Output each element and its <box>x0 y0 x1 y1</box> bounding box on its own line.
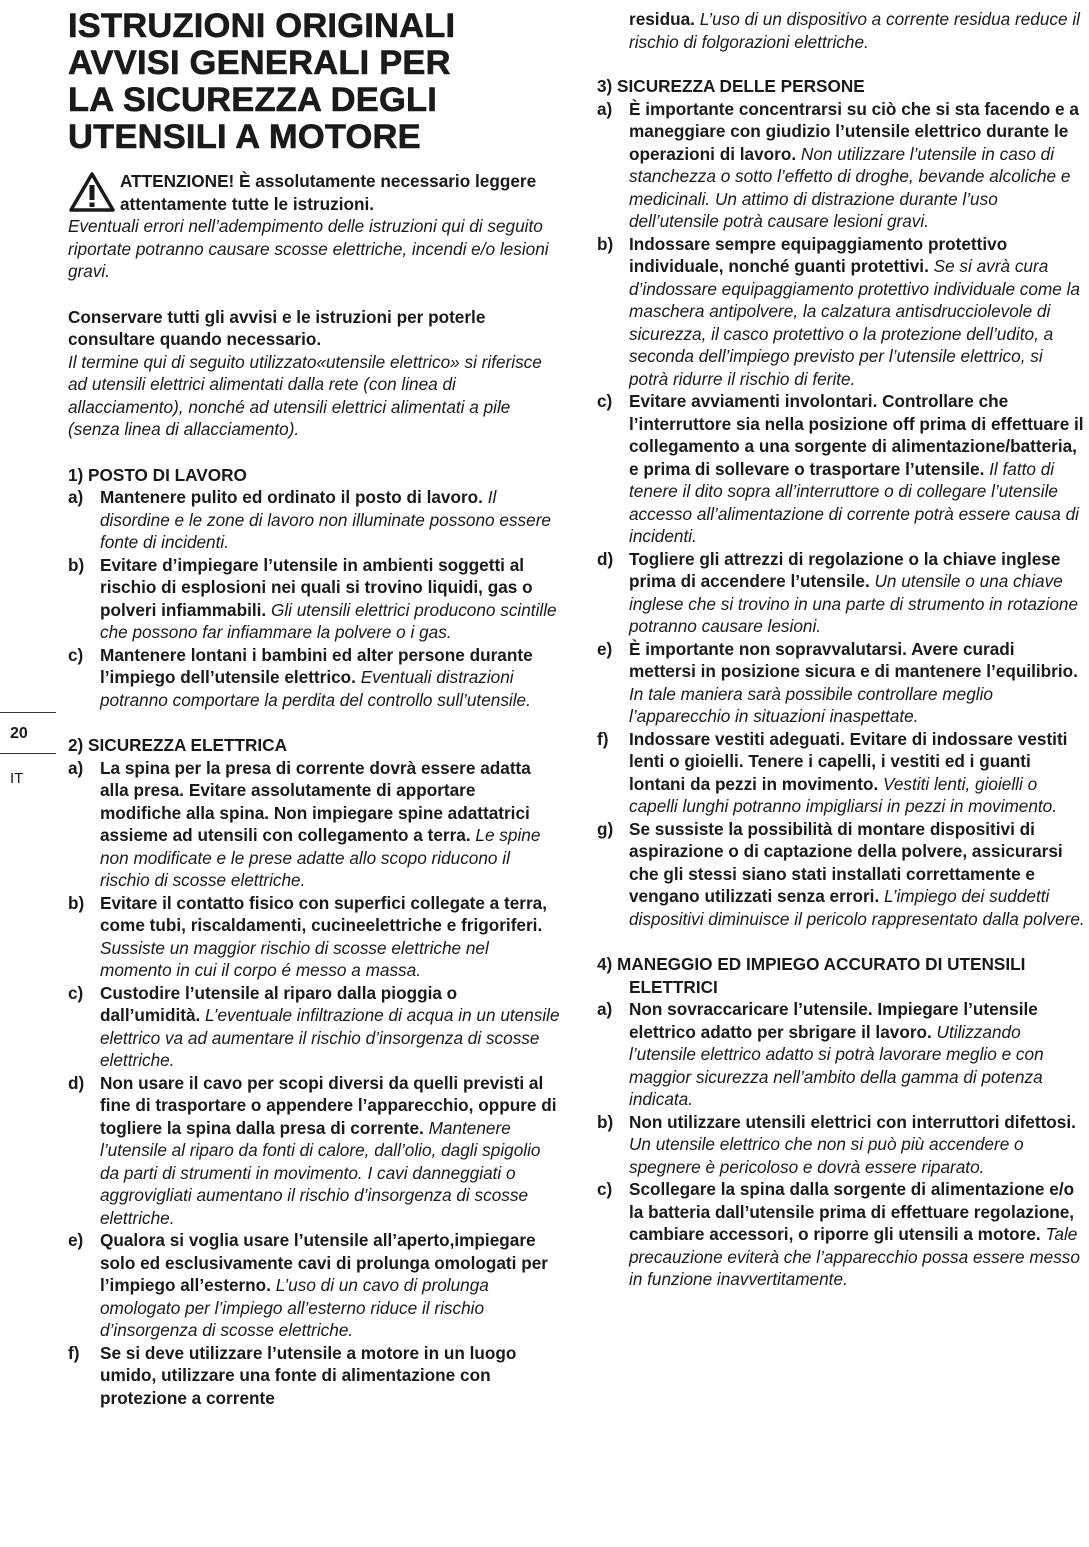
list-item <box>597 233 1085 391</box>
list-item <box>68 892 560 982</box>
item-letter: a) <box>597 999 613 1019</box>
language-code: IT <box>10 770 24 787</box>
item-bold-text: Evitare d’impiegare l’utensile in ambienti soggetti al rischio di esplosioni nei quali si trovino liquidi, gas o polveri infiammabili. <box>100 554 533 620</box>
item-bold-text: Se sussiste la possibilità di montare dispositivi di aspirazione o di captazione della polvere, assicurarsi che gli stessi siano stati installati correttamente e vengano utilizzati senza errori. <box>629 818 1063 906</box>
item-letter: b) <box>597 233 614 254</box>
section-heading: 2) SICUREZZA ELETTRICA <box>68 735 287 755</box>
list-item <box>597 1178 1085 1291</box>
warning-triangle-icon <box>68 171 116 213</box>
item-bold-text: Togliere gli attrezzi di regolazione o la chiave inglese prima di accendere l’utensile. <box>629 548 1061 591</box>
item-text: L’impiego dei suddetti dispositivi diminuisce il pericolo rappresentato dalla polvere. <box>629 886 1085 929</box>
item-bold-text: Qualora si voglia usare l’utensile all’aperto,impiegare solo ed esclusivamente cavi di prolunga omologati per l’impiego all’esterno. <box>100 1230 548 1295</box>
item-text: Il fatto di tenere il dito sopra all’interruttore o di collegare l’utensile accesso all’alimentazione di corrente potrà essere causa di incidenti. <box>629 458 1079 546</box>
section-heading: 1) POSTO DI LAVORO <box>68 464 247 485</box>
item-bold-text: Non sovraccaricare l’utensile. Impiegare l’utensile elettrico adatto per sbrigare il lavoro. <box>629 999 1038 1042</box>
item-letter: d) <box>68 1072 85 1093</box>
title-line: AVVISI GENERALI PER <box>68 44 451 82</box>
list-item <box>597 1111 1085 1179</box>
list-item <box>597 818 1085 931</box>
item-text: L’uso di un dispositivo a corrente residua reduce il rischio di folgorazioni elettriche. <box>629 9 1080 52</box>
item-text: Il disordine e le zone di lavoro non illuminate possono essere fonte di incidenti. <box>100 487 551 552</box>
list-item <box>597 390 1085 548</box>
item-bold-text: Scollegare la spina dalla sorgente di alimentazione e/o la batteria dall’utensile prima di effettuare regolazione, cambiare accessori, o riporre gli utensili a motore. <box>629 1179 1075 1244</box>
list-item <box>597 98 1085 233</box>
item-bold-text: Evitare avviamenti involontari. Controllare che l’interruttore sia nella posizione off prima di effettuare il collegamento a una sorgente di alimentazione/batteria, e prima di sollevare o trasportare l’utensile. <box>629 391 1084 479</box>
item-letter: a) <box>68 487 84 507</box>
title-line: ISTRUZIONI ORIGINALI <box>68 7 456 45</box>
item-letter: c) <box>597 391 613 411</box>
item-bold-text: Custodire l’utensile al riparo dalla pioggia o dall’umidità. <box>100 982 458 1025</box>
item-bold-text: Non usare il cavo per scopi diversi da quelli previsti al fine di trasportare o appendere l’apparecchio, oppure di togliere la spina dalla presa di corrente. <box>100 1072 557 1138</box>
item-letter: a) <box>597 98 613 119</box>
item-text: Gli utensili elettrici producono scintille che possono far infiammare la polvere o i gas. <box>100 599 557 642</box>
item-text: L’eventuale infiltrazione di acqua in un utensile elettrico va ad aumentare il rischio d’insorgenza di scosse elettriche. <box>100 1005 560 1070</box>
item-bold-text: Evitare il contatto fisico con superfici collegate a terra, come tubi, riscaldamenti, cucineelettriche e frigoriferi. <box>100 892 548 935</box>
continued-item <box>597 8 1085 53</box>
item-text: Un utensile o una chiave inglese che si trovino in una parte di strumento in rotazione potranno causare lesioni. <box>629 571 1079 636</box>
keep-instructions-bold: Conservare tutti gli avvisi e le istruzioni per poterle consultare quando necessario. <box>68 306 486 349</box>
list-item <box>68 1229 560 1342</box>
list-item <box>597 548 1085 638</box>
item-text: Un utensile elettrico che non si può più accendere o spegnere è pericoloso e dovrà essere riparato. <box>629 1134 1024 1177</box>
item-bold-text: Non utilizzare utensili elettrici con interruttori difettosi. <box>629 1111 1076 1132</box>
list-item <box>68 982 560 1072</box>
keep-instructions-text: Il termine qui di seguito utilizzato«utensile elettrico» si riferisce ad utensili elettrici alimentati dalla rete (con linea di allacciamento), nonché ad utensili elettrici alimentati a pile (senza linea di allacciamento). <box>68 351 542 439</box>
item-letter: a) <box>68 757 84 778</box>
item-bold-text: Indossare sempre equipaggiamento protettivo individuale, nonché guanti protettivi. <box>629 233 1008 276</box>
item-letter: f) <box>597 728 609 749</box>
item-letter: c) <box>68 982 84 1003</box>
warning-block <box>68 170 560 215</box>
list-item <box>68 554 560 644</box>
list-item <box>597 728 1085 818</box>
item-bold-text: residua. <box>629 9 695 29</box>
item-letter: f) <box>68 1342 80 1363</box>
item-bold-text: Se si deve utilizzare l’utensile a motore in un luogo umido, utilizzare una fonte di alimentazione con protezione a corrente <box>100 1342 517 1408</box>
list-item <box>68 486 560 554</box>
item-letter: b) <box>597 1111 614 1132</box>
warning-bold: ATTENZIONE! È assolutamente necessario leggere attentamente tutte le istruzioni. <box>120 171 537 214</box>
item-letter: e) <box>597 638 613 659</box>
title-line: UTENSILI A MOTORE <box>68 118 421 156</box>
item-letter: b) <box>68 892 85 913</box>
item-text: L’uso di un cavo di prolunga omologato per l’impiego all’esterno riduce il rischio d’insorgenza di scosse elettriche. <box>100 1275 489 1340</box>
warning-text: Eventuali errori nell’adempimento delle istruzioni qui di seguito riportate potranno causare scosse elettriche, incendi e/o lesioni gravi. <box>68 216 549 281</box>
list-item <box>68 1342 560 1410</box>
item-letter: c) <box>597 1179 613 1199</box>
item-text: Mantenere l’utensile al riparo da fonti di calore, dall’olio, dagli spigolio da parti di strumenti in movimento. I cavi danneggiati o aggrovigliati aumentano il rischio d’insorgenza di scosse elettriche. <box>100 1117 541 1228</box>
item-letter: b) <box>68 554 85 575</box>
item-text: Non utilizzare l’utensile in caso di stanchezza o sotto l’effetto di droghe, bevande alcoliche e medicinali. Un attimo di distrazione durante l’uso dell’utensile potrà causare lesioni gravi. <box>629 143 1071 231</box>
item-text: In tale maniera sarà possibile controllare meglio l’apparecchio in situazioni inaspettate. <box>629 683 993 726</box>
item-text: Vestiti lenti, gioielli o capelli lunghi potranno impigliarsi in pezzi in movimento. <box>629 773 1057 816</box>
item-bold-text: È importante concentrarsi su ciò che si sta facendo e a maneggiare con giudizio l’utensile elettrico durante le operazioni di lavoro. <box>629 98 1079 164</box>
item-bold-text: Mantenere lontani i bambini ed alter persone durante l’impiego dell’utensile elettrico. <box>100 644 533 687</box>
list-item <box>68 1072 560 1230</box>
item-text: Le spine non modificate e le prese adatte allo scopo riducono il rischio di scosse elettriche. <box>100 825 541 890</box>
item-bold-text: È importante non sopravvalutarsi. Avere curadi mettersi in posizione sicura e di mantenere l’equilibrio. <box>629 638 1078 681</box>
section-heading: 4) MANEGGIO ED IMPIEGO ACCURATO DI UTENSILI ELETTRICI <box>597 954 1026 997</box>
item-letter: g) <box>597 818 614 839</box>
item-text: Utilizzando l’utensile elettrico adatto si potrà lavorare meglio e con maggior sicurezza nell’ambito della gamma di potenza indicata. <box>629 1021 1044 1109</box>
list-item <box>597 998 1085 1111</box>
page-title <box>68 8 560 156</box>
list-item <box>597 638 1085 728</box>
item-bold-text: Indossare vestiti adeguati. Evitare di indossare vestiti lenti o gioielli. Tenere i capelli, i vestiti ed i guanti lontani da pezzi in movimento. <box>629 728 1068 794</box>
item-bold-text: Mantenere pulito ed ordinato il posto di lavoro. <box>100 487 483 507</box>
page-number: 20 <box>0 712 56 754</box>
item-text: Sussiste un maggior rischio di scosse elettriche nel momento in cui il corpo é messo a massa. <box>100 937 489 980</box>
item-text: Se si avrà cura d’indossare equipaggiamento protettivo individuale come la maschera antipolvere, la calzatura antisdrucciolevole di sicurezza, il casco protettivo o la protezione dell’udito, a seconda dell’impiego previsto per l’utensile elettrico, si potrà ridurre il rischio di ferite. <box>629 256 1080 389</box>
list-item <box>68 757 560 892</box>
item-text: Tale precauzione eviterà che l’apparecchio possa essere messo in funzione inavvertitamente. <box>629 1224 1080 1289</box>
title-line: LA SICUREZZA DEGLI <box>68 81 438 119</box>
left-column <box>68 0 560 1409</box>
item-letter: d) <box>597 548 614 569</box>
item-letter: c) <box>68 644 84 665</box>
section-heading: 3) SICUREZZA DELLE PERSONE <box>597 76 865 96</box>
item-text: Eventuali distrazioni potranno comportare la perdita del controllo sull’utensile. <box>100 667 531 710</box>
list-item <box>68 644 560 712</box>
right-column <box>597 8 1085 1291</box>
item-bold-text: La spina per la presa di corrente dovrà essere adatta alla presa. Evitare assolutamente di apportare modifiche alla spina. Non impiegare spine adattatrici assieme ad utensili con collegamento a terra. <box>100 757 531 845</box>
item-letter: e) <box>68 1230 84 1250</box>
